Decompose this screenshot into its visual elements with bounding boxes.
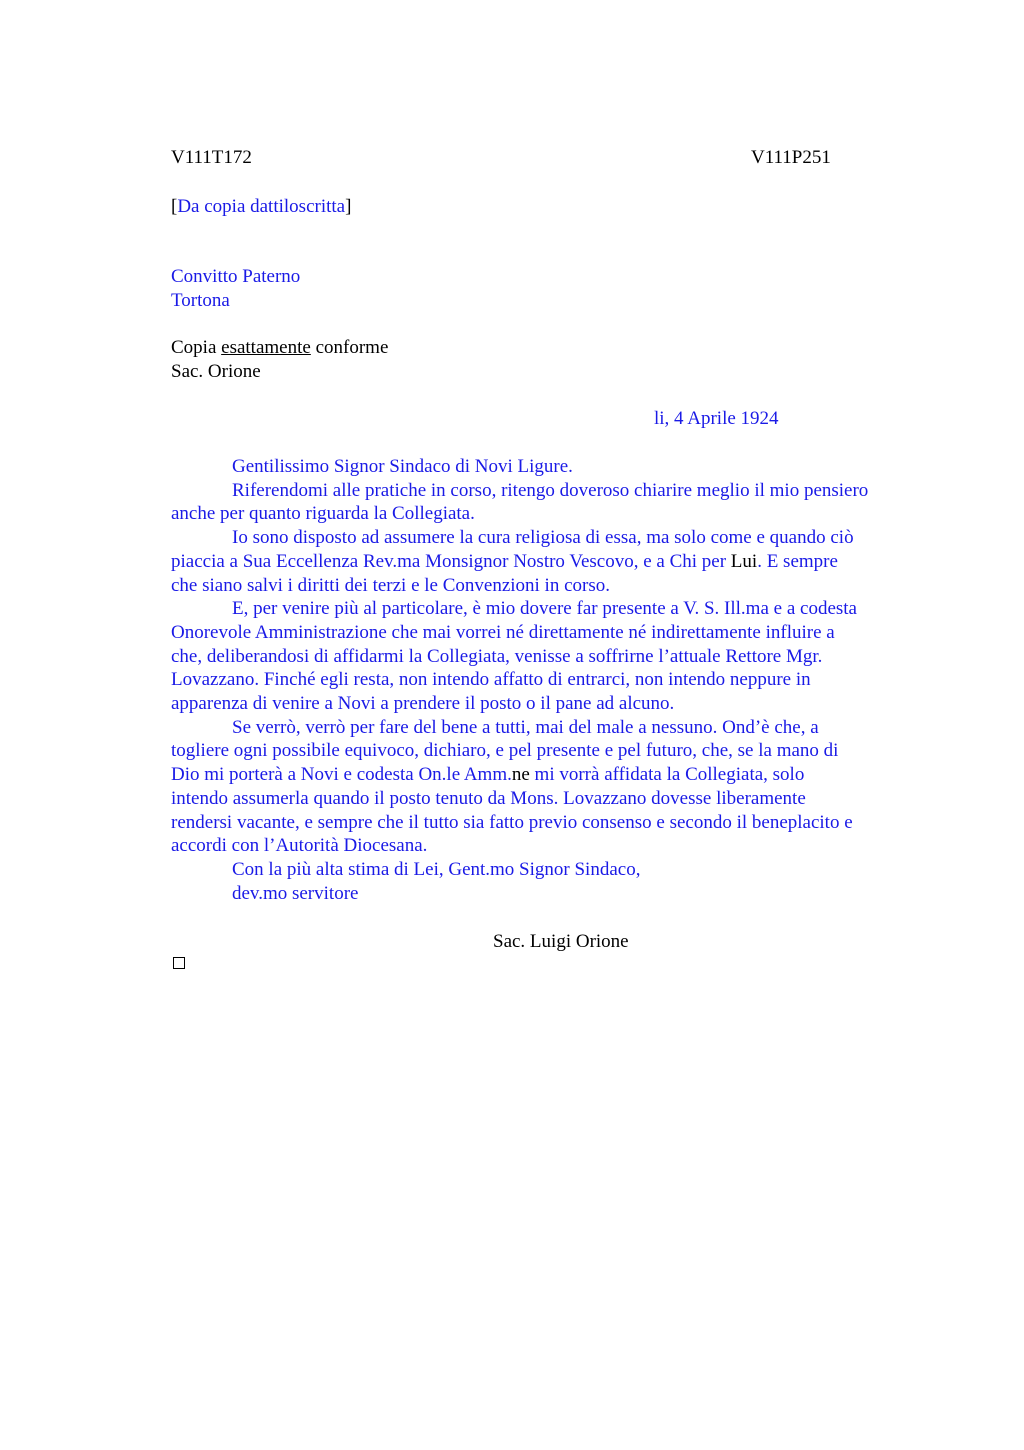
source-note-open-bracket: [	[171, 196, 178, 217]
paragraph-2-line-2c: . E sempre	[757, 550, 838, 572]
paragraph-3-line-2: Onorevole Amministrazione che mai vorrei né direttamente né indirettamente influire a	[171, 621, 835, 643]
paragraph-4-line-5: rendersi vacante, e sempre che il tutto sia fatto previo consenso e secondo il beneplacito e	[171, 811, 853, 833]
paragraph-4-line-3a: Dio mi porterà a Novi e codesta On.le Amm.	[171, 764, 512, 786]
paragraph-4-line-3c: mi vorrà affidata la Collegiata, solo	[529, 764, 805, 786]
left-code: V111T172	[171, 147, 252, 168]
paragraph-4-ne: ne	[511, 764, 530, 786]
paragraph-4-line-2: togliere ogni possibile equivoco, dichiaro, e pel presente e pel futuro, che, se la mano di	[171, 740, 839, 762]
source-note-text: Da copia dattiloscritta	[177, 196, 346, 217]
paragraph-3-line-3: che, deliberandosi di affidarmi la Collegiata, venisse a soffrirne l’attuale Rettore Mgr.	[171, 645, 823, 667]
letter-body	[171, 455, 931, 905]
paragraph-3-line-5: apparenza di venire a Novi a prendere il posto o il pane ad alcuno.	[171, 693, 675, 715]
certification-esattamente: esattamente	[221, 337, 311, 358]
paragraph-2-line-1: Io sono disposto ad assumere la cura religiosa di essa, ma solo come e quando ciò	[232, 527, 854, 549]
right-code: V111P251	[751, 147, 831, 168]
signature: Sac. Luigi Orione	[493, 931, 629, 952]
closing-line-1: Con la più alta stima di Lei, Gent.mo Signor Sindaco,	[232, 858, 641, 880]
paragraph-1-line-1: Riferendomi alle pratiche in corso, ritengo doveroso chiarire meglio il mio pensiero	[232, 479, 869, 501]
paragraph-1-line-2: anche per quanto riguarda la Collegiata.	[171, 503, 475, 525]
closing-line-2: dev.mo servitore	[232, 882, 359, 904]
salutation: Gentilissimo Signor Sindaco di Novi Ligure.	[232, 456, 573, 477]
source-note	[171, 195, 351, 219]
paragraph-2-line-2a: piaccia a Sua Eccellenza Rev.ma Monsignor Nostro Vescovo, e a Chi per	[171, 550, 731, 572]
square-box-icon	[173, 957, 185, 969]
paragraph-4-line-6: accordi con l’Autorità Diocesana.	[171, 835, 428, 857]
certification-line	[171, 336, 388, 360]
paragraph-3-line-1: E, per venire più al particolare, è mio dovere far presente a V. S. Ill.ma e a codesta	[232, 598, 857, 620]
paragraph-4-line-4: intendo assumerla quando il posto tenuto da Mons. Lovazzano dovesse liberamente	[171, 787, 806, 809]
paragraph-4-line-1: Se verrò, verrò per fare del bene a tutti, mai del male a nessuno. Ond’è che, a	[232, 716, 819, 738]
letterhead-line2: Tortona	[171, 290, 230, 311]
paragraph-2-lui: Lui	[730, 550, 758, 572]
certification-copia: Copia	[171, 337, 217, 358]
certification-signer: Sac. Orione	[171, 361, 261, 382]
letter-date: li, 4 Aprile 1924	[654, 408, 779, 429]
paragraph-4-line-3	[171, 763, 931, 787]
certification-conforme: conforme	[315, 337, 389, 358]
paragraph-2-line-2	[171, 550, 931, 574]
source-note-close-bracket: ]	[345, 196, 352, 217]
paragraph-3-line-4: Lovazzano. Finché egli resta, non intendo affatto di entrarci, non intendo neppure in	[171, 669, 811, 691]
letterhead-line1: Convitto Paterno	[171, 266, 301, 287]
paragraph-2-line-3: che siano salvi i diritti dei terzi e le Convenzioni in corso.	[171, 574, 610, 596]
